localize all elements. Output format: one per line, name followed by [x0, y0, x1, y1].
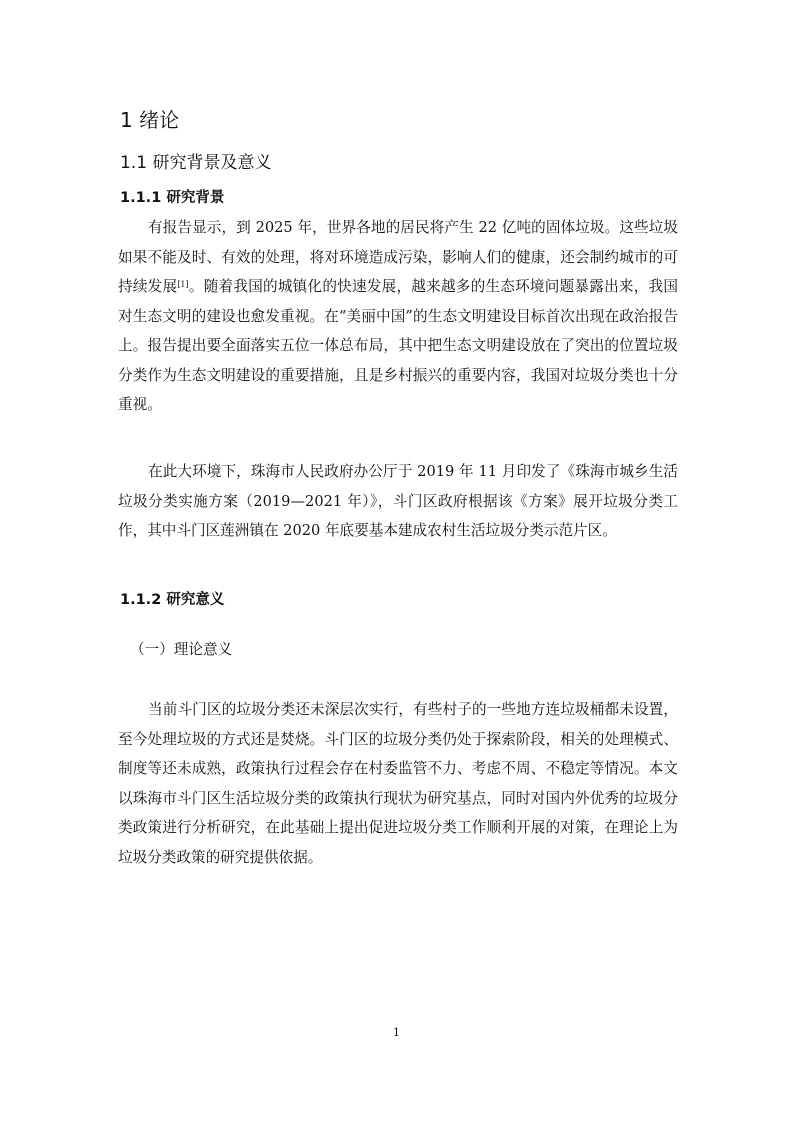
subsection-title-background: 1.1.1 研究背景 — [120, 190, 225, 206]
subsection-title-significance: 1.1.2 研究意义 — [120, 592, 225, 608]
page-number: 1 — [393, 1026, 400, 1039]
section-title: 1.1 研究背景及意义 — [120, 153, 272, 173]
reference-marker: [1] — [177, 280, 189, 289]
paragraph-context: 在此大环境下，珠海市人民政府办公厅于 2019 年 11 月印发了《珠海市城乡生活垃圾分类实施方案（2019—2021 年）》，斗门区政府根据该《方案》展开垃圾分类工作，其中斗门区莲洲镇在 2020 年底要基本建成农村生活垃圾分类示范片区。 — [118, 463, 678, 539]
paragraph-background — [118, 213, 678, 420]
paragraph-theory: 当前斗门区的垃圾分类还未深层次实行，有些村子的一些地方连垃圾桶都未设置，至今处理垃圾的方式还是焚烧。斗门区的垃圾分类仍处于探索阶段，相关的处理模式、制度等还未成熟，政策执行过程会存在村委监管不力、考虑不周、不稳定等情况。本文以珠海市斗门区生活垃圾分类的政策执行现状为研究基点，同时对国内外优秀的垃圾分类政策进行分析研究，在此基础上提出促进垃圾分类工作顺利开展的对策，在理论上为垃圾分类政策的研究提供依据。 — [118, 701, 678, 866]
chapter-title: 1 绪论 — [120, 108, 180, 132]
paragraph-text: 。随着我国的城镇化的快速发展，越来越多的生态环境问题暴露出来，我国对生态文明的建设也愈发重视。在“美丽中国”的生态文明建设目标首次出现在政治报告上。报告提出要全面落实五位一体总布局，其中把生态文明建设放在了突出的位置垃圾分类作为生态文明建设的重要措施，且是乡村振兴的重要内容，我国对垃圾分类也十分重视。 — [118, 278, 678, 413]
theory-significance-heading: （一）理论意义 — [130, 641, 233, 658]
paragraph-text: 有报告显示，到 2025 年，世界各地的居民将产生 22 亿吨的固体垃圾。这些垃圾如果不能及时、有效的处理，将对环境造成污染，影响人们的健康，还会制约城市的可持续发展 — [118, 219, 678, 295]
